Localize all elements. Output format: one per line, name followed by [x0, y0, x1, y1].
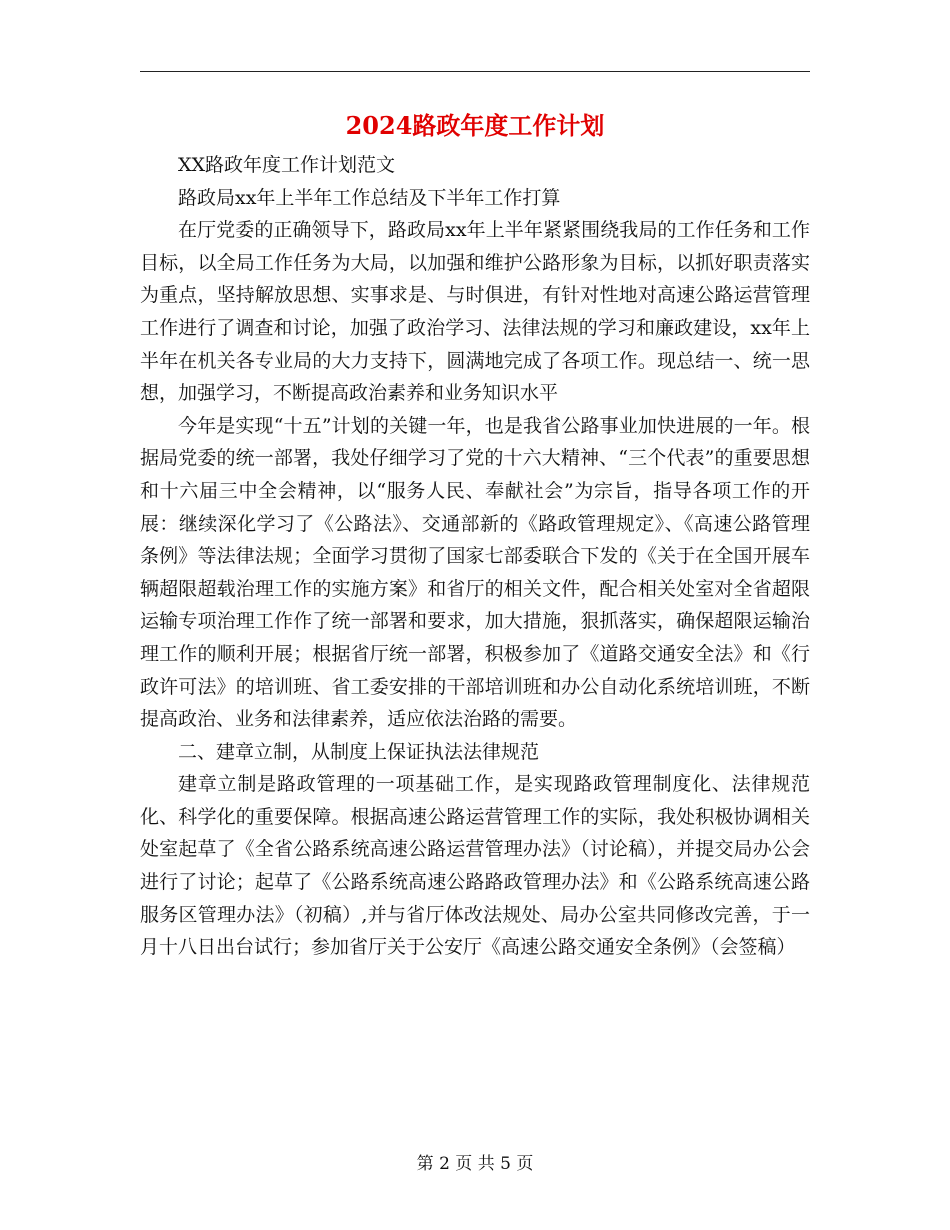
- header-rule: [140, 71, 810, 72]
- paragraph-heading: 路政局xx年上半年工作总结及下半年工作打算: [178, 186, 561, 209]
- paragraph: 今年是实现“十五”计划的关键一年，也是我省公路事业加快进展的一年。根据局党委的统一部署，我处仔细学习了党的十六大精神、“三个代表”的重要思想和十六届三中全会精神，以“服务人民、奉献社会”为宗旨，指导各项工作的开展：继续深化学习了《公路法》、交通部新的《路政管理规定》、《高速公路管理条例》等法律法规；全面学习贯彻了国家七部委联合下发的《关于在全国开展车辆超限超载治理工作的实施方案》和省厅的相关文件，配合相关处室对全省超限运输专项治理工作作了统一部署和要求，加大措施，狠抓落实，确保超限运输治理工作的顺利开展；根据省厅统一部署，积极参加了《道路交通安全法》和《行政许可法》的培训班、省工委安排的干部培训班和办公自动化系统培训班，不断提高政治、业务和法律素养，适应依法治路的需要。: [140, 414, 810, 731]
- paragraph: 建章立制是路政管理的一项基础工作，是实现路政管理制度化、法律规范化、科学化的重要保障。根据高速公路运营管理工作的实际，我处积极协调相关处室起草了《全省公路系统高速公路运营管理办法》（讨论稿），并提交局办公会进行了讨论；起草了《公路系统高速公路路政管理办法》和《公路系统高速公路服务区管理办法》（初稿）,并与省厅体改法规处、局办公室共同修改完善，于一月十八日出台试行；参加省厅关于公安厅《高速公路交通安全条例》（会签稿）: [140, 773, 810, 959]
- document-title: 2024路政年度工作计划: [345, 111, 605, 140]
- document-body: [140, 149, 810, 964]
- paragraph: 在厅党委的正确领导下，路政局xx年上半年紧紧围绕我局的工作任务和工作目标，以全局工作任务为大局，以加强和维护公路形象为目标，以抓好职责落实为重点，坚持解放思想、实事求是、与时俱进，有针对性地对高速公路运营管理工作进行了调查和讨论，加强了政治学习、法律法规的学习和廉政建设，xx年上半年在机关各专业局的大力支持下，圆满地完成了各项工作。现总结一、统一思想，加强学习，不断提高政治素养和业务知识水平: [140, 219, 810, 405]
- paragraph-section-heading: 二、建章立制，从制度上保证执法法律规范: [178, 740, 540, 763]
- page-number: 第 2 页 共 5 页: [416, 1154, 534, 1174]
- paragraph-subtitle: XX路政年度工作计划范文: [178, 154, 396, 176]
